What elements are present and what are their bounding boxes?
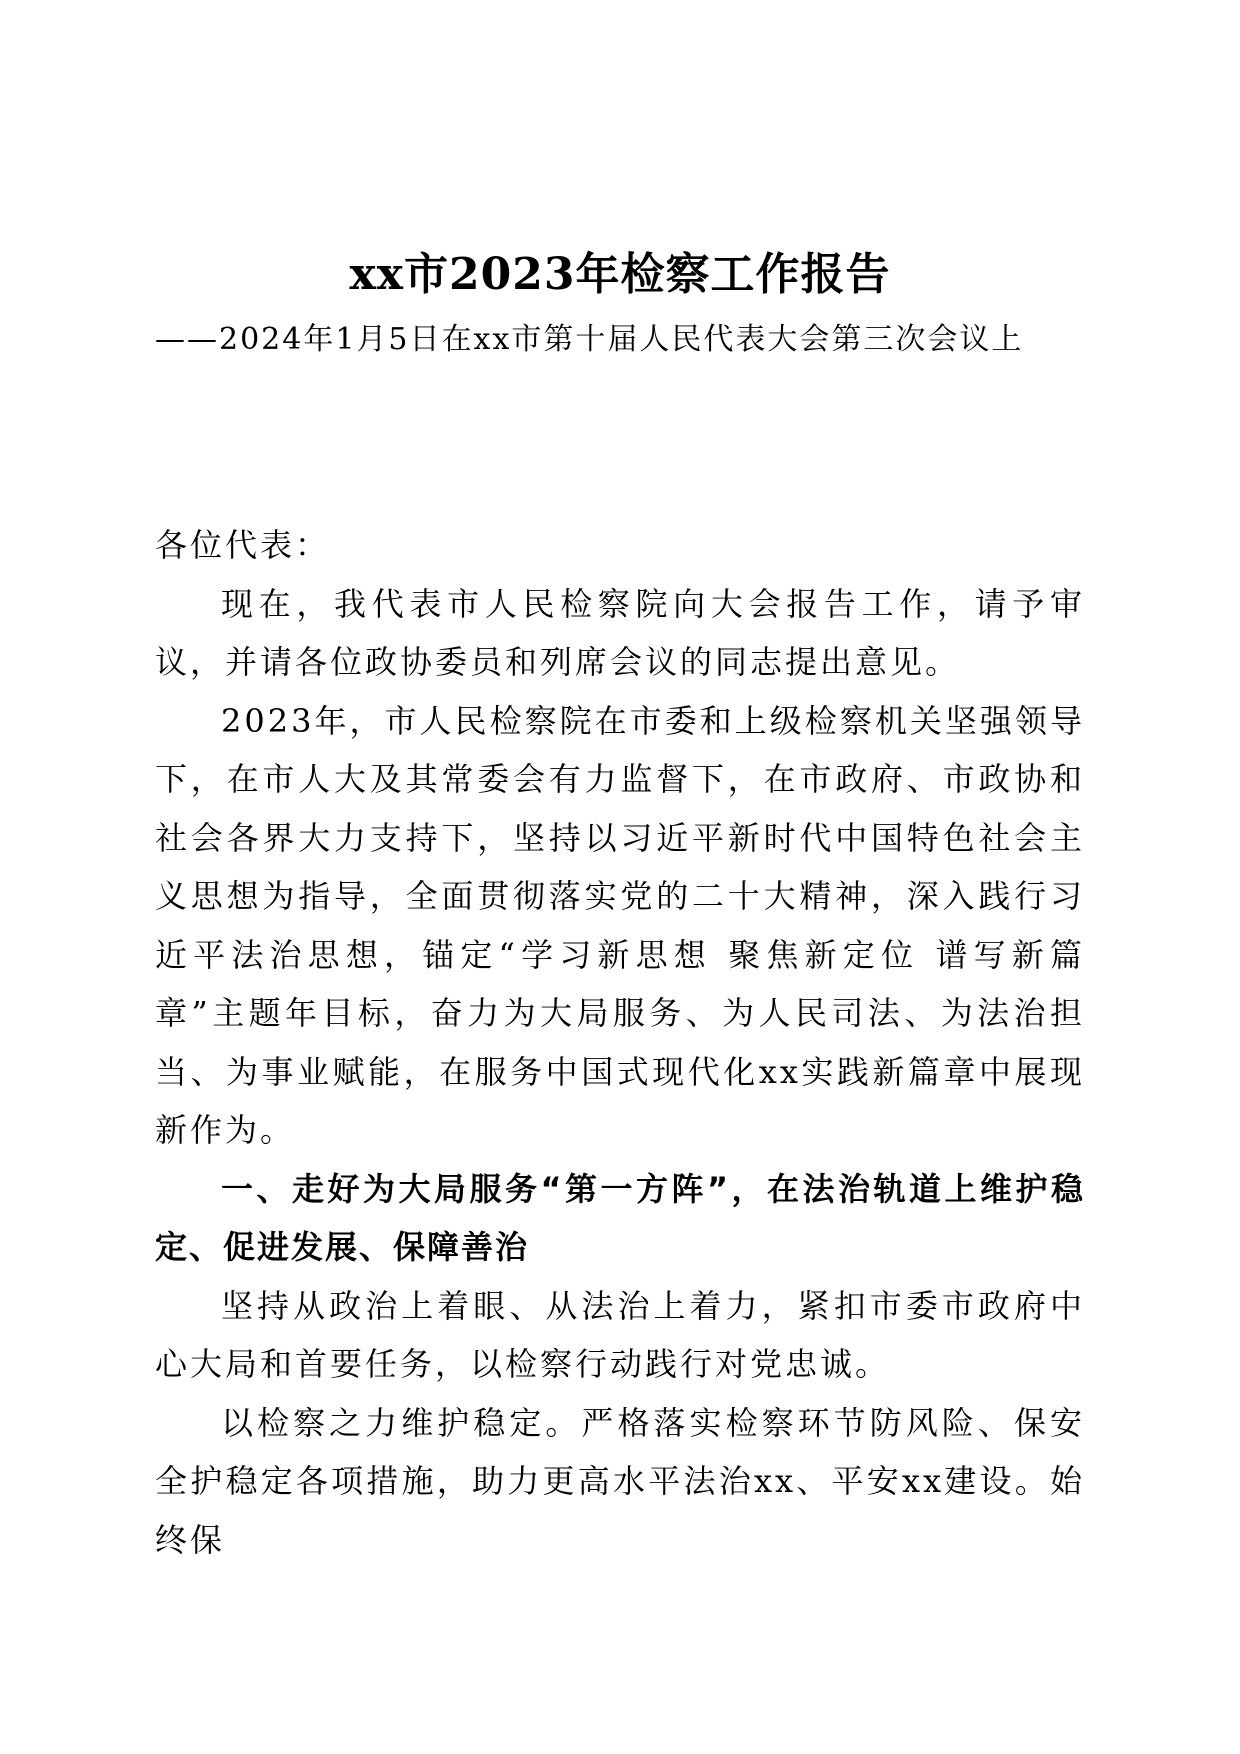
salutation: 各位代表：	[155, 526, 331, 564]
section-heading: 一、走好为大局服务“第一方阵”，在法治轨道上维护稳定、促进发展、保障善治	[155, 1169, 1085, 1266]
paragraph: 坚持从政治上着眼、从法治上着力，紧扣市委市政府中心大局和首要任务，以检察行动践行对党忠诚。	[155, 1286, 1085, 1383]
document-subtitle: ——2024年1月5日在xx市第十届人民代表大会第三次会议上	[155, 322, 1024, 357]
document-title: xx市2023年检察工作报告	[349, 249, 891, 300]
document-body	[155, 516, 1085, 1569]
paragraph: 现在，我代表市人民检察院向大会报告工作，请予审议，并请各位政协委员和列席会议的同志提出意见。	[155, 584, 1085, 681]
paragraph: 2023年，市人民检察院在市委和上级检察机关坚强领导下，在市人大及其常委会有力监督下，在市政府、市政协和社会各界大力支持下，坚持以习近平新时代中国特色社会主义思想为指导，全面贯彻落实党的二十大精神，深入践行习近平法治思想，锚定“学习新思想 聚焦新定位 谱写新篇章”主题年目标，奋力为大局服务、为人民司法、为法治担当、为事业赋能，在服务中国式现代化xx实践新篇章中展现新作为。	[155, 701, 1085, 1149]
paragraph: 以检察之力维护稳定。严格落实检察环节防风险、保安全护稳定各项措施，助力更高水平法治xx、平安xx建设。始终保	[155, 1403, 1085, 1559]
